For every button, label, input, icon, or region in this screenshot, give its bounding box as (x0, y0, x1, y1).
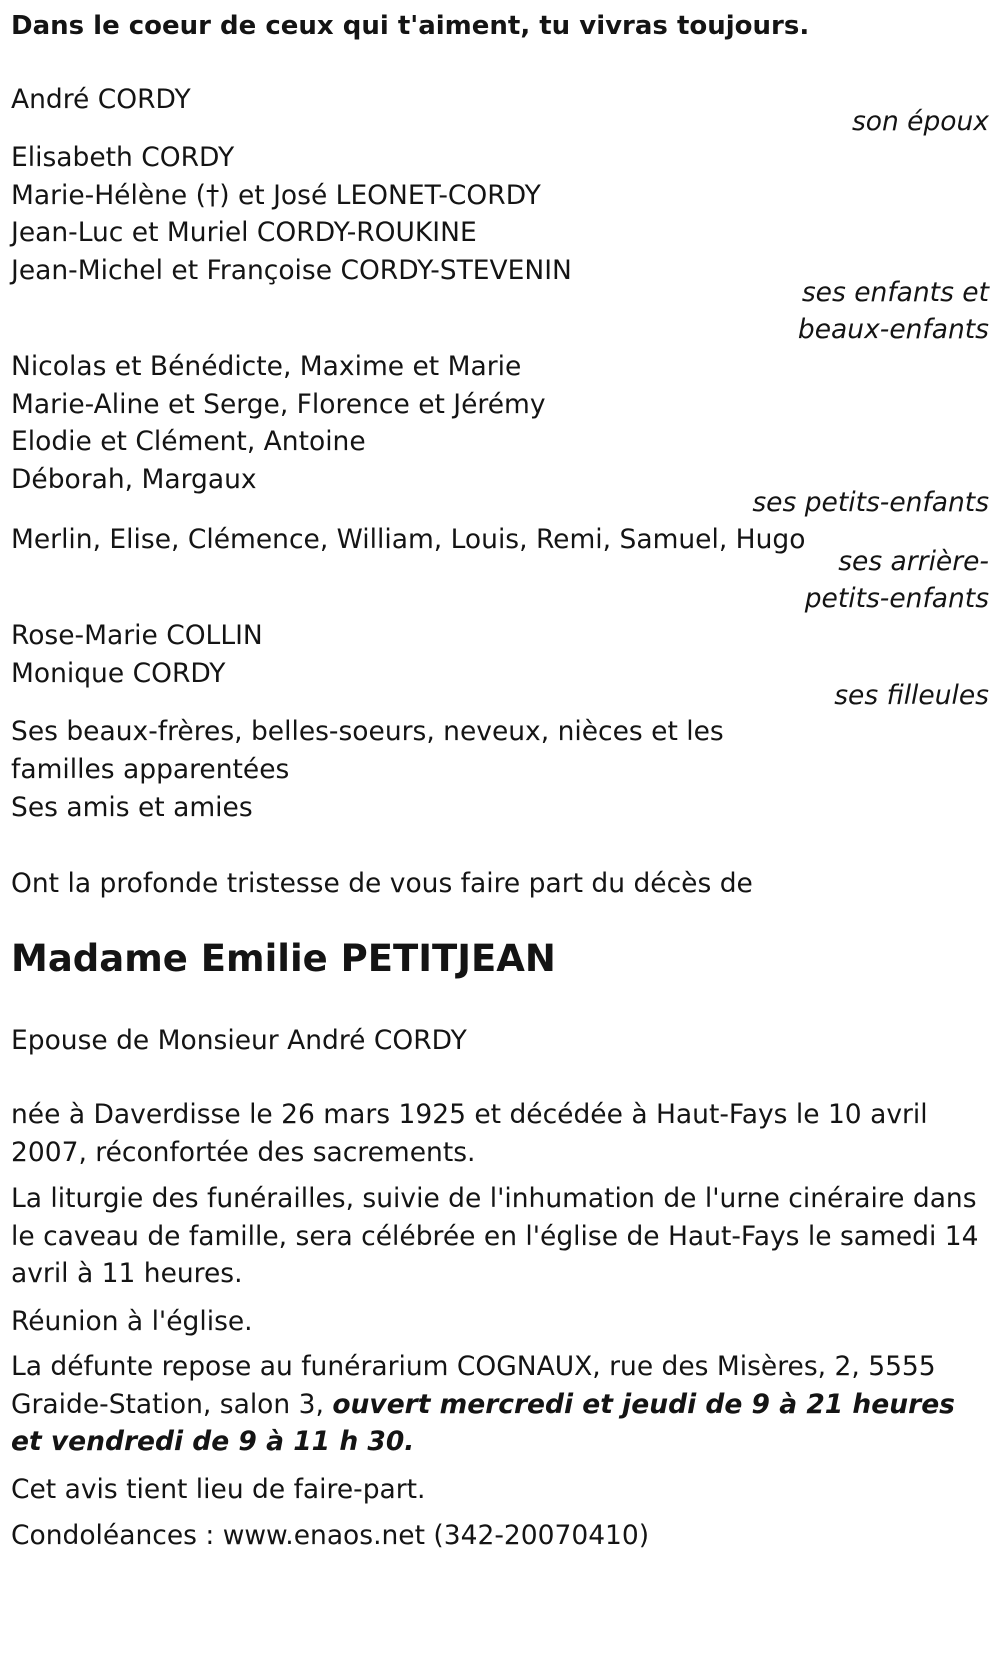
family-name-line: Déborah, Margaux (11, 463, 257, 495)
birth-death-text: née à Daverdisse le 26 mars 1925 et décédée à Haut-Fays le 10 avril 2007, réconfortée des sacrements. (11, 1099, 928, 1168)
family-name-line: Nicolas et Bénédicte, Maxime et Marie (11, 351, 522, 382)
grandchildren-names (11, 348, 991, 498)
spouse-of-text: Epouse de Monsieur André CORDY (11, 1025, 467, 1056)
goddaughters-role: ses filleules (834, 680, 989, 711)
family-name-line: Marie-Aline et Serge, Florence et Jérémy (11, 388, 546, 420)
family-name-line: Monique CORDY (11, 657, 226, 689)
repose-text: La défunte repose au funérarium COGNAUX, rue des Misères, 2, 5555 Graide-Station, salon 3, (11, 1351, 936, 1420)
family-name-line: Merlin, Elise, Clémence, William, Louis, Remi, Samuel, Hugo (11, 524, 806, 555)
condolences-text: Condoléances : www.enaos.net (342-20070410) (11, 1520, 650, 1551)
motto: Dans le coeur de ceux qui t'aiment, tu vivras toujours. (11, 11, 810, 41)
family-name-line: Rose-Marie COLLIN (11, 620, 263, 651)
repose-hours: ouvert mercredi et jeudi de 9 à 21 heures et vendredi de 9 à 11 h 30. (11, 1388, 955, 1457)
family-name-line: Jean-Luc et Muriel CORDY-ROUKINE (11, 217, 477, 248)
deceased-name: Madame Emilie PETITJEAN (11, 937, 556, 980)
family-name-line: Elodie et Clément, Antoine (11, 426, 366, 457)
announcement-text: Ont la profonde tristesse de vous faire part du décès de (11, 868, 753, 899)
repose-paragraph (11, 1348, 991, 1461)
great-grandchildren-role: ses arrière-petits-enfants (804, 546, 989, 614)
notice-text: Cet avis tient lieu de faire-part. (11, 1474, 426, 1505)
spouse-role: son époux (851, 106, 989, 137)
liturgy-text: La liturgie des funérailles, suivie de l'inhumation de l'urne cinéraire dans le caveau de famille, sera célébrée en l'église de Haut-Fays le samedi 14 avril à 11 heures. (11, 1183, 979, 1289)
family-name-line: Marie-Hélène (†) et José LEONET-CORDY (11, 179, 541, 211)
family-name-line: André CORDY (11, 84, 191, 115)
children-role: ses enfants et beaux-enfants (797, 277, 989, 345)
friends-text: Ses amis et amies (11, 792, 253, 823)
grandchildren-role: ses petits-enfants (752, 487, 989, 518)
family-name-line: Elisabeth CORDY (11, 142, 235, 173)
children-names (11, 139, 991, 289)
meeting-text: Réunion à l'église. (11, 1306, 253, 1337)
family-name-line: Jean-Michel et Françoise CORDY-STEVENIN (11, 254, 572, 286)
relatives-text: Ses beaux-frères, belles-soeurs, neveux, nièces et les familles apparentées (11, 716, 724, 785)
